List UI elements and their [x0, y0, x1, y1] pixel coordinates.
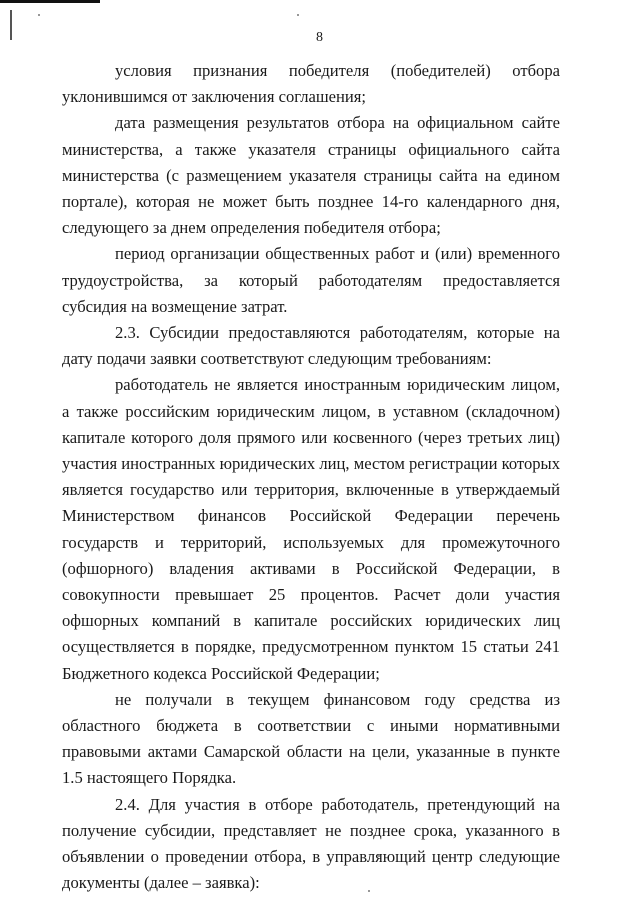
scan-speck: [297, 14, 299, 16]
paragraph-no-other-funds-requirement: не получали в текущем финансовом году средства из областного бюджета в соответствии с иными нормативными правовыми актами Самарской области на цели, указанные в пункте 1.5 настоящего Порядка.: [62, 689, 560, 788]
paragraph-foreign-entity-requirement: работодатель не является иностранным юридическим лицом, а также российским юридическим лицом, в уставном (складочном) капитале которого доля прямого или косвенного (через третьих лиц) участия иностранных юридических лиц, местом регистрации которых является государство или территория, включенные в утверждаемый Министерством финансов Российской Федерации перечень государств и территорий, используемых для промежуточного (офшорного) владения активами в Российской Федерации, в совокупности превышает 25 процентов. Расчет доли участия офшорных компаний в капитале российских юридических лиц осуществляется в порядке, предусмотренном пунктом 15 статьи 241 Бюджетного кодекса Российской Федерации;: [62, 375, 560, 683]
paragraph-refusal-conditions: условия признания победителя (победителей) отбора уклонившимся от заключения соглашения;: [62, 61, 560, 107]
scan-edge-mark: [0, 0, 100, 3]
paragraph-works-period: период организации общественных работ и (или) временного трудоустройства, за который работодателям предоставляется субсидия на возмещение затрат.: [62, 244, 560, 316]
page-number: 8: [316, 30, 323, 45]
scan-speck: [38, 14, 40, 16]
paragraph-section-2-4: 2.4. Для участия в отборе работодатель, претендующий на получение субсидии, представляет не позднее срока, указанного в объявлении о проведении отбора, в управляющий центр следующие документы (далее – заявка):: [62, 794, 560, 893]
document-body: [62, 58, 560, 897]
paragraph-section-2-3: 2.3. Субсидии предоставляются работодателям, которые на дату подачи заявки соответствуют следующим требованиям:: [62, 323, 560, 369]
paragraph-results-publication: дата размещения результатов отбора на официальном сайте министерства, а также указателя страницы официального сайта министерства (с размещением указателя страницы сайта на едином портале), которая не может быть позднее 14-го календарного дня, следующего за днем определения победителя отбора;: [62, 113, 560, 238]
